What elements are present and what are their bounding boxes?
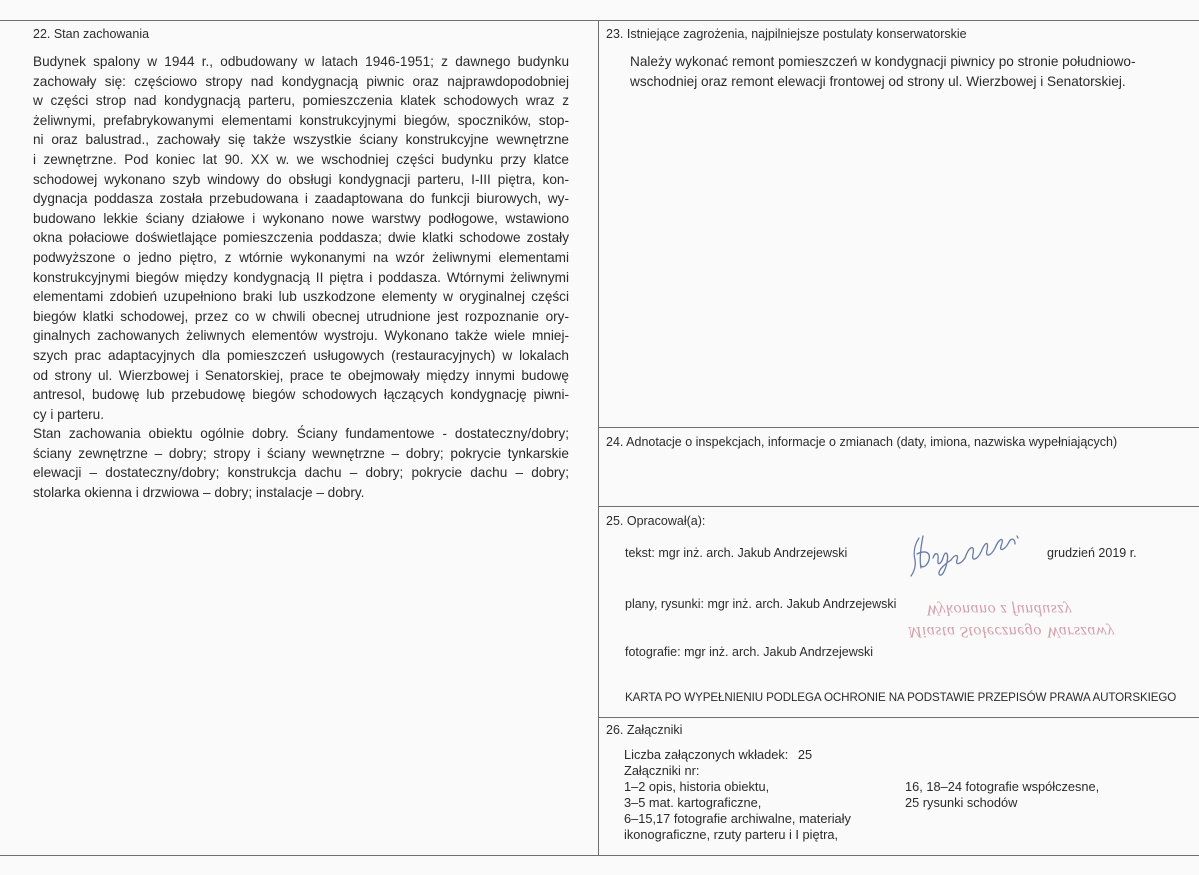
attachments-count-value: 25	[797, 747, 813, 762]
text-line: dygnacja poddasza została przebudowana i zaadaptowana do funkcji biurowych, wy-	[33, 191, 569, 207]
text-line: żeliwnymi, prefabrykowanymi elementami konstrukcyjnymi biegów, spoczników, stop-	[33, 112, 569, 128]
text-line: konstrukcyjnymi biegów między kondygnacją II piętra i poddasza. Wtórnymi żeliwnymi	[33, 269, 569, 285]
text-line: elementami zdobień uzupełniono braki lub uszkodzone elementy w oryginalnej części	[33, 289, 569, 305]
text-line: od strony ul. Wierzbowej i Senatorskiej, prace te obejmowały między innymi budowę	[33, 367, 569, 383]
attachments-left-3: 6–15,17 fotografie archiwalne, materiały	[624, 811, 851, 826]
top-border	[0, 20, 1199, 21]
author-text-credit: tekst: mgr inż. arch. Jakub Andrzejewski	[625, 546, 848, 560]
text-line: antresol, budowę lub przebudowę biegów schodowych łączących kondygnację piwni-	[33, 387, 569, 403]
section-22-paragraph-2	[33, 424, 569, 502]
attachments-left-1: 1–2 opis, historia obiektu,	[624, 779, 770, 794]
institution-stamp	[908, 596, 1178, 642]
text-line: szych prac adaptacyjnych dla pomieszczeń usługowych (restauracyjnych) w lokalach	[33, 347, 569, 363]
divider-23-24	[598, 427, 1199, 428]
section-25-header: 25. Opracował(a):	[606, 514, 706, 528]
date-label: grudzień 2019 r.	[1047, 546, 1137, 560]
section-23-header: 23. Istniejące zagrożenia, najpilniejsze postulaty konserwatorskie	[606, 27, 967, 41]
handwritten-signature	[905, 530, 1035, 580]
text-line: Stan zachowania obiektu ogólnie dobry. Ściany fundamentowe - dostateczny/dobry;	[33, 426, 569, 442]
section-24-header: 24. Adnotacje o inspekcjach, informacje o zmianach (daty, imiona, nazwiska wypełniających)	[606, 435, 1118, 449]
text-line: podwyższone o jedno piętro, z wtórnie wykonanymi na wzór żeliwnymi elementami	[33, 249, 569, 265]
section-22-body	[33, 52, 569, 503]
section-23-line-1: Należy wykonać remont pomieszczeń w kondygnacji piwnicy po stronie południowo-	[630, 54, 1136, 69]
text-line: schodowej wykonano szyb windowy do obsługi kondygnacji parteru, I-III piętra, kon-	[33, 171, 569, 187]
column-divider	[598, 20, 599, 856]
section-22-header: 22. Stan zachowania	[33, 27, 150, 41]
attachments-right-1: 16, 18–24 fotografie współczesne,	[905, 779, 1100, 794]
text-line: i zewnętrzne. Pod koniec lat 90. XX w. we wschodniej części budynku przy klatce	[33, 151, 569, 167]
author-photos-credit: fotografie: mgr inż. arch. Jakub Andrzejewski	[625, 645, 874, 659]
attachments-list-label: Załączniki nr:	[624, 763, 700, 778]
text-line: budowano lekkie ściany działowe i wykonano nowe warstwy podłogowe, wstawiono	[33, 210, 569, 226]
divider-25-26	[598, 717, 1199, 718]
text-line: stolarka okienna i drzwiowa – dobry; instalacje – dobry.	[33, 485, 365, 501]
text-line: ginalnych zachowanych żeliwnych elementów wystroju. Wykonano także wiele mniej-	[33, 328, 569, 344]
attachments-count	[624, 747, 812, 763]
text-line: ściany zewnętrzne – dobry; stropy i ściany wewnętrzne – dobry; pokrycie tynkarskie	[33, 445, 569, 461]
text-line: zachowały się: częściowo stropy nad kondygnacją piwnic oraz najprawdopodobniej	[33, 73, 569, 89]
text-line: ni oraz balustrad., zachowały się także wszystkie ściany konstrukcyjne wewnętrzne	[33, 132, 569, 148]
stamp-line-1: Miasta Stołecznego Warszawy	[908, 623, 1115, 640]
text-line: elewacji – dostateczny/dobry; konstrukcja dachu – dobry; pokrycie dachu – dobry;	[33, 465, 569, 481]
attachments-left-4: ikonograficzne, rzuty parteru i I piętra,	[624, 827, 839, 842]
text-line: w części strop nad kondygnacją parteru, pomieszczenia klatek schodowych wraz z	[33, 93, 569, 109]
attachments-right-2: 25 rysunki schodów	[905, 795, 1018, 810]
text-line: cy i parteru.	[33, 406, 105, 422]
attachments-count-label: Liczba załączonych wkładek:	[624, 747, 789, 762]
section-23-line-2: wschodniej oraz remont elewacji frontowej od strony ul. Wierzbowej i Senatorskiej.	[630, 74, 1126, 89]
text-line: okna połaciowe doświetlające pomieszczenia poddasza; dwie klatki schodowe zostały	[33, 230, 569, 246]
divider-24-25	[598, 506, 1199, 507]
section-26-header: 26. Załączniki	[606, 723, 683, 737]
bottom-border	[0, 855, 1199, 856]
author-plans-credit: plany, rysunki: mgr inż. arch. Jakub Andrzejewski	[625, 597, 897, 611]
section-22-paragraph-1	[33, 52, 569, 424]
attachments-left-2: 3–5 mat. kartograficzne,	[624, 795, 762, 810]
stamp-line-2: Wykonano z funduszy	[926, 601, 1072, 618]
text-line: Budynek spalony w 1944 r., odbudowany w latach 1946-1951; z dawnego budynku	[33, 54, 569, 69]
text-line: biegów klatki schodowej, przez co w chwili obecnej utrudnione jest rozpoznanie ory-	[33, 308, 569, 324]
copyright-notice: KARTA PO WYPEŁNIENIU PODLEGA OCHRONIE NA PODSTAWIE PRZEPISÓW PRAWA AUTORSKIEGO	[625, 691, 1177, 704]
